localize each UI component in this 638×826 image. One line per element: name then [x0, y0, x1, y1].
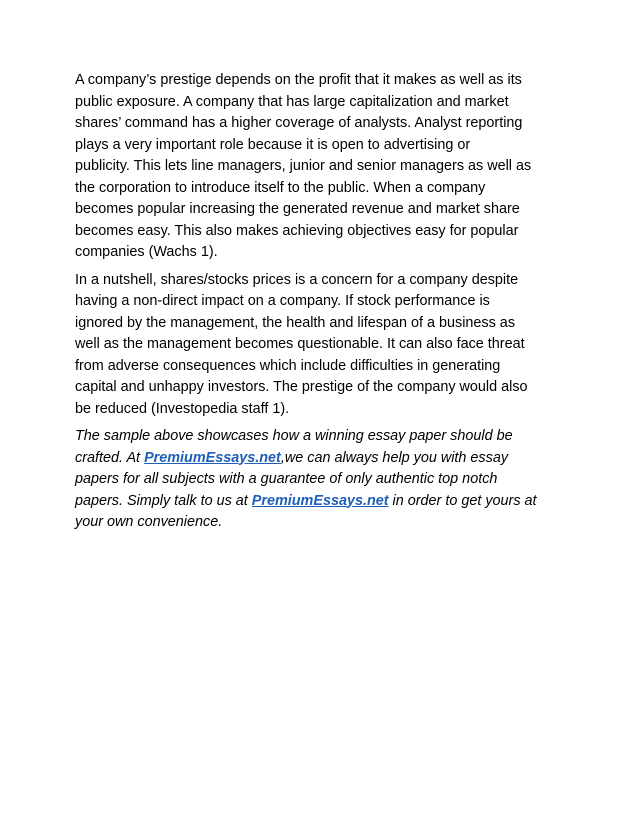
document-body — [75, 70, 575, 540]
promo-text-1: The sample above showcases how a winning essay paper should be crafted. At — [75, 428, 513, 466]
promo-paragraph — [75, 426, 575, 534]
premiumessays-link-1[interactable]: PremiumEssays.net — [144, 449, 281, 466]
paragraph-nutshell: In a nutshell, shares/stocks prices is a concern for a company despite having a non-direct impact on a company. If stock performance is ignored by the management, the health and lifespan of a business as well as the management becomes questionable. It can also face threat from adverse consequences which include difficulties in generating capital and unhappy investors. The prestige of the company would also be reduced (Investopedia staff 1). — [75, 271, 528, 417]
promo-text-2: ,we can always help you with essay papers for all subjects with a guarantee of only authentic top notch papers. Simply talk to us at — [75, 449, 509, 509]
premiumessays-link-2[interactable]: PremiumEssays.net — [251, 492, 389, 509]
promo-text-3: in order to get yours at your own convenience. — [75, 492, 537, 530]
paragraph-prestige: A company’s prestige depends on the profit that it makes as well as its public exposure. A company that has large capitalization and market shares’ command has a higher coverage of analysts. Analyst reporting plays a very important role because it is open to advertising or publicity. This lets line managers, junior and senior managers as well as the corporation to introduce itself to the public. When a company becomes popular increasing the generated revenue and market share becomes easy. This also makes achieving objectives easy for popular companies (Wachs 1). — [75, 72, 532, 260]
